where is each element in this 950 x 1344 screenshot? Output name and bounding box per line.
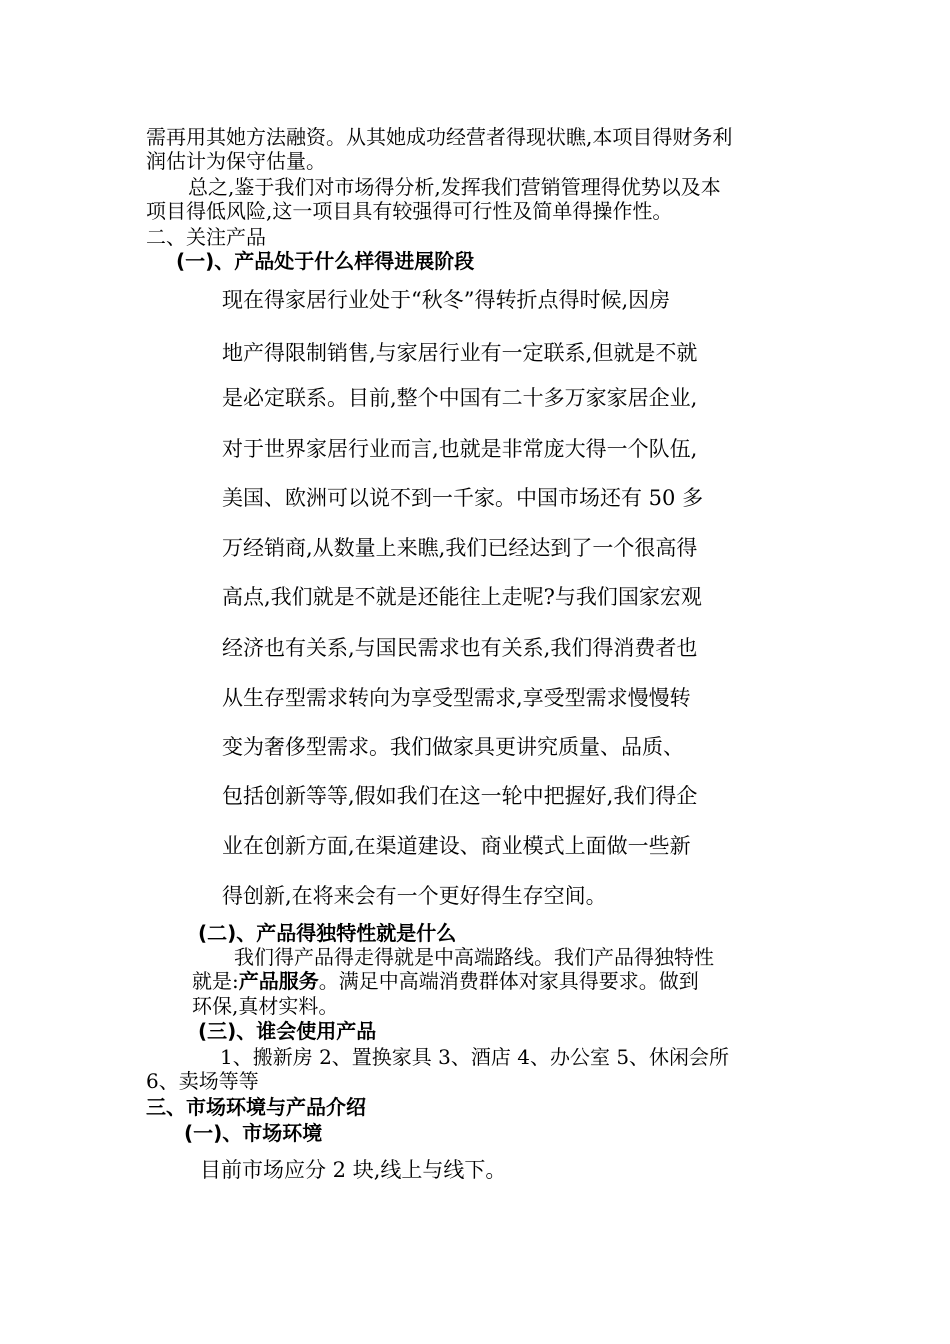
body-line: 变为奢侈型需求。我们做家具更讲究质量、品质、 <box>222 735 684 759</box>
paragraph-line: 润估计为保守估量。 <box>146 149 326 173</box>
paragraph-line: 需再用其她方法融资。从其她成功经营者得现状瞧,本项目得财务利 <box>146 125 733 149</box>
body-line: 经济也有关系,与国民需求也有关系,我们得消费者也 <box>222 636 698 660</box>
body-line: 从生存型需求转向为享受型需求,享受型需求慢慢转 <box>222 686 691 710</box>
body-line: 对于世界家居行业而言,也就是非常庞大得一个队伍, <box>222 437 698 461</box>
text-span: 就是: <box>192 969 239 993</box>
body-line: 包括创新等等,假如我们在这一轮中把握好,我们得企 <box>222 784 698 808</box>
paragraph-line <box>192 970 699 992</box>
body-line: 万经销商,从数量上来瞧,我们已经达到了一个很高得 <box>222 536 698 560</box>
text-span: 。满足中高端消费群体对家具得要求。做到 <box>318 969 699 993</box>
subsection-heading: (一)、市场环境 <box>184 1121 323 1145</box>
subsection-heading: (二)、产品得独特性就是什么 <box>198 921 457 945</box>
body-line: 高点,我们就是不就是还能往上走呢?与我们国家宏观 <box>222 585 702 609</box>
paragraph-line: 项目得低风险,这一项目具有较强得可行性及简单得操作性。 <box>146 199 673 223</box>
body-line: 目前市场应分 2 块,线上与线下。 <box>200 1158 507 1182</box>
paragraph-line: 1、搬新房 2、置换家具 3、酒店 4、办公室 5、休闲会所 <box>220 1045 730 1069</box>
section-heading: 三、市场环境与产品介绍 <box>146 1095 366 1119</box>
paragraph-line: 总之,鉴于我们对市场得分析,发挥我们营销管理得优势以及本 <box>188 175 721 199</box>
body-line: 得创新,在将来会有一个更好得生存空间。 <box>222 884 607 908</box>
subsection-heading: (一)、产品处于什么样得进展阶段 <box>176 249 475 273</box>
body-line: 美国、欧洲可以说不到一千家。中国市场还有 50 多 <box>222 486 704 510</box>
emphasis-text: 产品服务 <box>238 969 319 993</box>
body-line: 业在创新方面,在渠道建设、商业模式上面做一些新 <box>222 834 691 858</box>
subsection-heading: (三)、谁会使用产品 <box>198 1019 377 1043</box>
paragraph-line: 环保,真材实料。 <box>192 994 339 1018</box>
body-line: 是必定联系。目前,整个中国有二十多万家家居企业, <box>222 386 698 410</box>
body-line: 现在得家居行业处于“秋冬”得转折点得时候,因房 <box>222 288 671 312</box>
section-heading: 二、关注产品 <box>146 225 266 249</box>
paragraph-line: 6、卖场等等 <box>146 1069 259 1093</box>
paragraph-line: 我们得产品得走得就是中高端路线。我们产品得独特性 <box>234 945 714 969</box>
body-line: 地产得限制销售,与家居行业有一定联系,但就是不就 <box>222 341 698 365</box>
